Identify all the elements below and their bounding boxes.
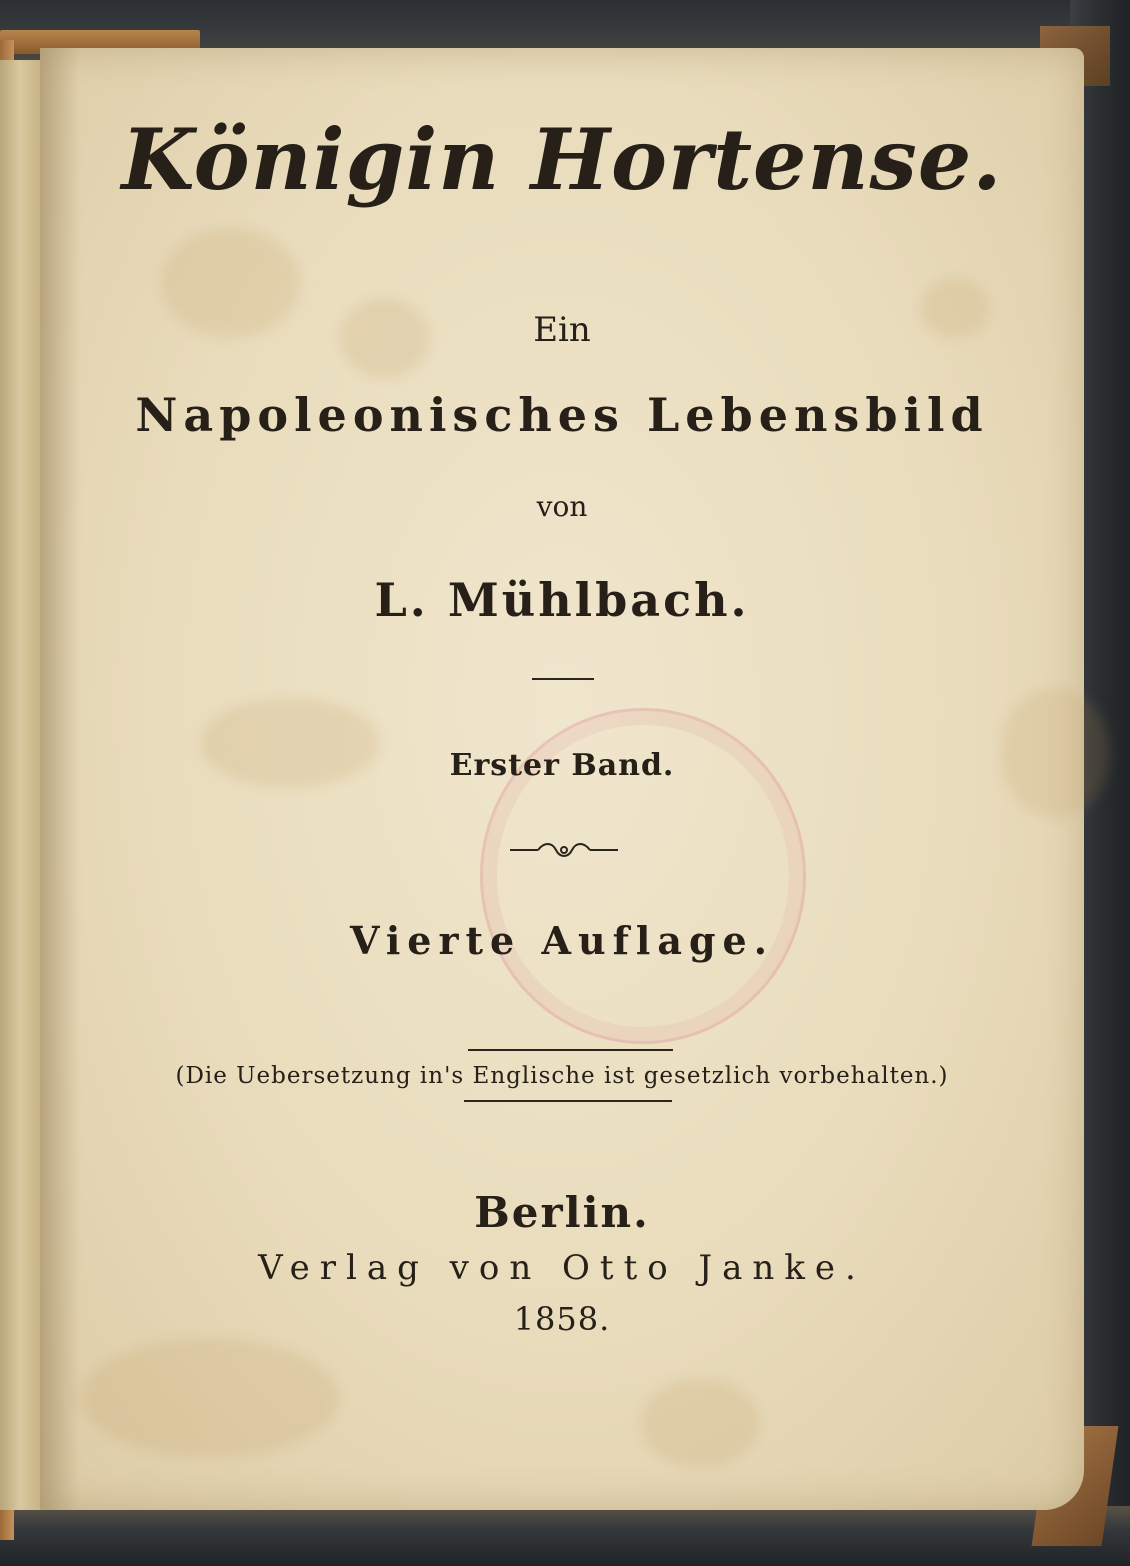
- ornament-flourish-icon: [508, 838, 620, 862]
- edition-label: Vierte Auflage.: [350, 918, 774, 963]
- publication-city: Berlin.: [474, 1188, 650, 1237]
- volume-label: Erster Band.: [449, 748, 675, 783]
- book-subtitle: Napoleonisches Lebensbild: [135, 388, 989, 442]
- rule-above-notice: [468, 1049, 673, 1051]
- title-page-text: [40, 48, 1084, 1510]
- book-cover-bottom-edge: [0, 1506, 1130, 1566]
- publisher-name: Verlag von Otto Janke.: [258, 1248, 866, 1288]
- rule-below-notice: [464, 1100, 672, 1102]
- divider-rule: [532, 678, 594, 680]
- by-line: von: [536, 490, 588, 523]
- book-title: Königin Hortense.: [121, 110, 1003, 209]
- publication-year: 1858.: [513, 1300, 611, 1338]
- translation-rights-notice: (Die Uebersetzung in's Englische ist gesetzlich vorbehalten.): [175, 1063, 949, 1089]
- title-page: [40, 48, 1084, 1510]
- subtitle-article: Ein: [533, 310, 591, 350]
- author-name: L. Mühlbach.: [374, 573, 750, 627]
- facing-page-edge: [0, 60, 41, 1510]
